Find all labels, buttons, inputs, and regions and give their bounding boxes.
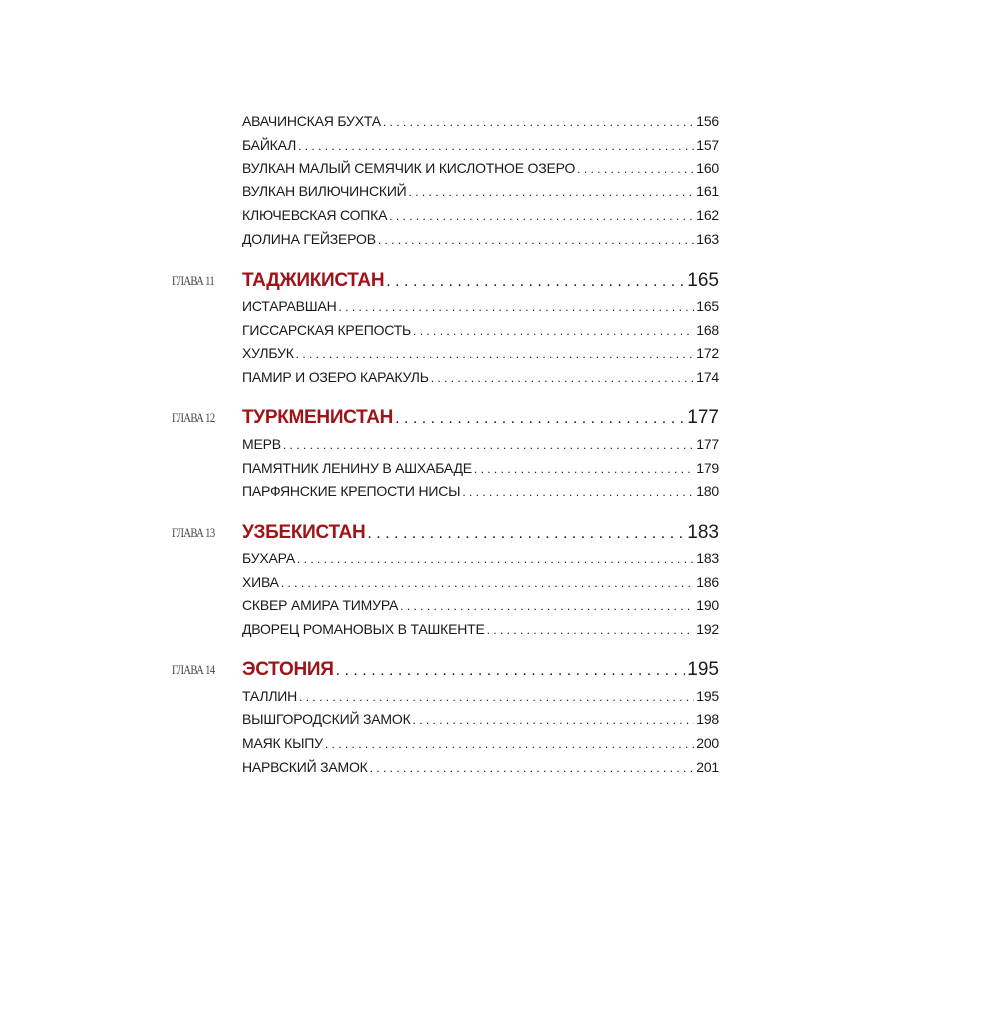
toc-entry[interactable] [242,205,719,225]
chapter-heading[interactable] [242,658,719,682]
toc-entry[interactable] [242,595,719,615]
dot-leader [296,344,695,363]
toc-entry-page: 192 [696,621,719,637]
toc-entry[interactable] [242,181,719,201]
toc-entry-title: КЛЮЧЕВСКАЯ СОПКА [242,207,388,223]
toc-entry-page: 179 [696,460,719,476]
toc-entry-page: 198 [696,711,719,727]
toc-entry-title: МЕРВ [242,436,281,452]
toc-entry-title: СКВЕР АМИРА ТИМУРА [242,597,399,613]
toc-entry[interactable] [242,757,719,777]
dot-leader [389,206,694,225]
toc-entry[interactable] [242,111,719,131]
dot-leader [487,620,695,639]
dot-leader [299,687,694,706]
toc-entry-page: 168 [696,322,719,338]
toc-entry-title: БАЙКАЛ [242,137,297,153]
chapter-title: УЗБЕКИСТАН [242,522,366,543]
toc-entry-page: 157 [696,137,719,153]
toc-entry[interactable] [242,733,719,753]
toc-entry[interactable] [242,343,719,363]
toc-entry-title: ТАЛЛИН [242,688,298,704]
toc-entry[interactable] [242,572,719,592]
toc-entry-page: 195 [696,688,719,704]
dot-leader [336,659,686,682]
chapter-title: ТАДЖИКИСТАН [242,270,385,291]
toc-entry-title: НАРВСКИЙ ЗАМОК [242,759,368,775]
toc-entry-title: БУХАРА [242,550,295,566]
toc-entry-page: 162 [696,207,719,223]
toc-entry-page: 156 [696,113,719,129]
toc-entry[interactable] [242,135,719,155]
toc-entry-title: ПАМЯТНИК ЛЕНИНУ В АШХАБАДЕ [242,460,472,476]
chapter-heading[interactable] [242,269,719,293]
toc-entry[interactable] [242,458,719,478]
chapter-heading[interactable] [242,406,719,430]
chapter-page: 165 [687,270,719,291]
toc-entry-page: 172 [696,345,719,361]
toc-entry-title: ВУЛКАН МАЛЫЙ СЕМЯЧИК И КИСЛОТНОЕ ОЗЕРО [242,160,576,176]
toc-entry-title: ХУЛБУК [242,345,294,361]
dot-leader [281,573,694,592]
dot-leader [283,435,694,454]
toc-entry-page: 186 [696,574,719,590]
toc-entry-title: МАЯК КЫПУ [242,735,323,751]
chapter-heading[interactable] [242,521,719,545]
dot-leader [577,159,694,178]
toc-entry-title: ВЫШГОРОДСКИЙ ЗАМОК [242,711,411,727]
dot-leader [400,596,694,615]
dot-leader [413,710,695,729]
toc-entry-page: 174 [696,369,719,385]
toc-entry-title: АВАЧИНСКАЯ БУХТА [242,113,381,129]
dot-leader [386,270,685,293]
toc-entry-page: 177 [696,436,719,452]
chapter-page: 177 [687,407,719,428]
chapter-title: ТУРКМЕНИСТАН [242,407,394,428]
dot-leader [409,182,695,201]
chapter-page: 195 [687,659,719,680]
chapter-label: ГЛАВА 13 [172,525,215,540]
dot-leader [395,407,685,430]
dot-leader [339,297,695,316]
toc-entry[interactable] [242,619,719,639]
toc-entry[interactable] [242,229,719,249]
toc-entry-page: 200 [696,735,719,751]
chapter-page: 183 [687,522,719,543]
dot-leader [413,321,694,340]
toc-entry-title: ПАМИР И ОЗЕРО КАРАКУЛЬ [242,369,429,385]
chapter-label: ГЛАВА 14 [172,662,215,677]
dot-leader [297,549,694,568]
dot-leader [298,136,694,155]
toc-entry[interactable] [242,548,719,568]
toc-entry-title: ДВОРЕЦ РОМАНОВЫХ В ТАШКЕНТЕ [242,621,485,637]
toc-entry[interactable] [242,320,719,340]
toc-entry[interactable] [242,481,719,501]
toc-entry-title: ХИВА [242,574,279,590]
toc-entry-title: ИСТАРАВШАН [242,298,337,314]
dot-leader [383,112,694,131]
toc-entry[interactable] [242,686,719,706]
chapter-label: ГЛАВА 12 [172,410,215,425]
toc-entry[interactable] [242,296,719,316]
toc-entry-page: 165 [696,298,719,314]
toc-entry-page: 183 [696,550,719,566]
toc-entry-page: 201 [696,759,719,775]
toc-entry[interactable] [242,158,719,178]
toc-entry-page: 160 [696,160,719,176]
toc-entry-page: 180 [696,483,719,499]
dot-leader [462,482,694,501]
dot-leader [370,758,695,777]
dot-leader [474,459,694,478]
toc-entry-title: ВУЛКАН ВИЛЮЧИНСКИЙ [242,183,407,199]
dot-leader [325,734,694,753]
dot-leader [378,230,694,249]
toc-entry[interactable] [242,434,719,454]
dot-leader [367,522,685,545]
dot-leader [431,368,694,387]
chapter-title: ЭСТОНИЯ [242,659,334,680]
toc-entry-page: 190 [696,597,719,613]
toc-entry-page: 161 [696,183,719,199]
toc-entry[interactable] [242,367,719,387]
toc-entry-title: ДОЛИНА ГЕЙЗЕРОВ [242,231,376,247]
toc-entry-title: ПАРФЯНСКИЕ КРЕПОСТИ НИСЫ [242,483,461,499]
toc-entry-title: ГИССАРСКАЯ КРЕПОСТЬ [242,322,412,338]
toc-entry[interactable] [242,709,719,729]
chapter-label: ГЛАВА 11 [172,273,215,288]
toc-entry-page: 163 [696,231,719,247]
